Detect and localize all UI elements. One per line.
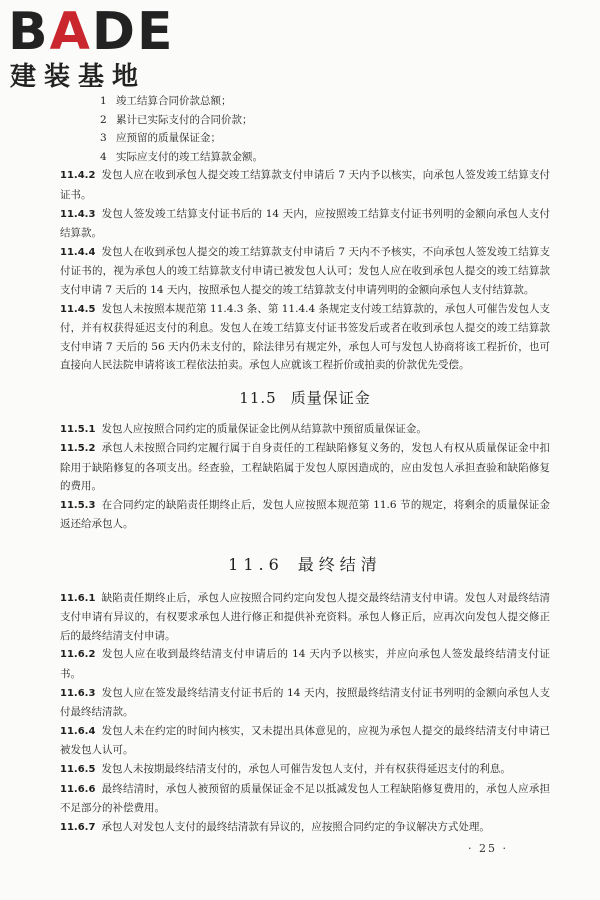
list-item: 2 累计已实际支付的合同价款； bbox=[100, 113, 253, 126]
bade-logo bbox=[8, 4, 178, 96]
clause-11-4-4: 11.4.4 发包人在收到承包人提交的竣工结算款支付申请后 7 天内不予核实，不向承包人签发竣工结算支付证书的，视为承包人的竣工结算款支付申请已被发包人认可；发包人应在收到承包人提交的竣工结算款支付申请 7 天后的 14 天内，按照承包人提交的竣工结算款支付申请列明的金额向承包人支付结算款。 bbox=[60, 245, 550, 296]
clause-11-4-5: 11.4.5 发包人未按照本规范第 11.4.3 条、第 11.4.4 条规定支付竣工结算款的，承包人可催告发包人支付，并有权获得延迟支付的利息。发包人在竣工结算支付证书签发后或者在收到承包人提交的竣工结算款支付申请 7 天后的 56 天内仍未支付的，除法律另有规定外，承包人可与发包人协商将该工程折价，也可直接向人民法院申请将该工程依法拍卖。承包人应就该工程折价或拍卖的价款优先受偿。 bbox=[60, 302, 550, 372]
clause-11-6-3: 11.6.3 发包人应在签发最终结清支付证书后的 14 天内，按照最终结清支付证书列明的金额向承包人支付最终结清款。 bbox=[60, 686, 550, 719]
clause-11-4-3: 11.4.3 发包人签发竣工结算支付证书后的 14 天内，应按照竣工结算支付证书列明的金额向承包人支付结算款。 bbox=[60, 207, 550, 240]
clause-11-6-6: 11.6.6 最终结清时，承包人被预留的质量保证金不足以抵减发包人工程缺陷修复费用的，承包人应承担不足部分的补偿费用。 bbox=[60, 782, 550, 815]
clause-11-6-2: 11.6.2 发包人应在收到最终结清支付申请后的 14 天内予以核实，并应向承包人签发最终结清支付证书。 bbox=[60, 648, 550, 681]
clause-11-6-5: 11.6.5 发包人未按期最终结清支付的，承包人可催告发包人支付，并有权获得延迟支付的利息。 bbox=[60, 763, 511, 775]
logo-wordmark: BADE bbox=[8, 2, 175, 62]
section-heading-final-settlement: 11.6 最终结清 bbox=[228, 555, 382, 575]
list-item: 3 应预留的质量保证金； bbox=[100, 132, 221, 145]
clause-11-6-1: 11.6.1 缺陷责任期终止后，承包人应按照合同约定向发包人提交最终结清支付申请。发包人对最终结清支付申请有异议的，有权要求承包人进行修正和提供补充资料。承包人修正后，应再次向发包人提交修正后的最终结清支付申请。 bbox=[60, 591, 550, 642]
clause-11-5-1: 11.5.1 发包人应按照合同约定的质量保证金比例从结算款中预留质量保证金。 bbox=[60, 422, 427, 435]
list-item: 1 竣工结算合同价款总额； bbox=[100, 95, 232, 107]
clause-11-5-2: 11.5.2 承包人未按照合同约定履行属于自身责任的工程缺陷修复义务的，发包人有权从质量保证金中扣除用于缺陷修复的各项支出。经查验，工程缺陷属于发包人原因造成的，应由发包人承担查验和缺陷修复的费用。 bbox=[60, 442, 550, 493]
section-heading-quality-deposit: 11.5 质量保证金 bbox=[239, 388, 371, 407]
clause-11-4-2: 11.4.2 发包人应在收到承包人提交竣工结算款支付申请后 7 天内予以核实，向承包人签发竣工结算支付证书。 bbox=[60, 169, 550, 201]
list-item: 4 实际应支付的竣工结算款金额。 bbox=[100, 150, 263, 163]
page-content bbox=[60, 92, 550, 837]
page-number: · 25 · bbox=[468, 842, 508, 855]
clause-11-6-7: 11.6.7 承包人对发包人支付的最终结清款有异议的，应按照合同约定的争议解决方式处理。 bbox=[60, 820, 490, 833]
clause-11-5-3: 11.5.3 在合同约定的缺陷责任期终止后，发包人应按照本规范第 11.6 节的规定，将剩余的质量保证金返还给承包人。 bbox=[60, 498, 550, 531]
logo-subtitle: 建装基地 bbox=[10, 62, 147, 92]
settlement-items-list bbox=[60, 92, 550, 166]
clause-11-6-4: 11.6.4 发包人未在约定的时间内核实，又未提出具体意见的，应视为承包人提交的最终结清支付申请已被发包人认可。 bbox=[60, 724, 550, 757]
